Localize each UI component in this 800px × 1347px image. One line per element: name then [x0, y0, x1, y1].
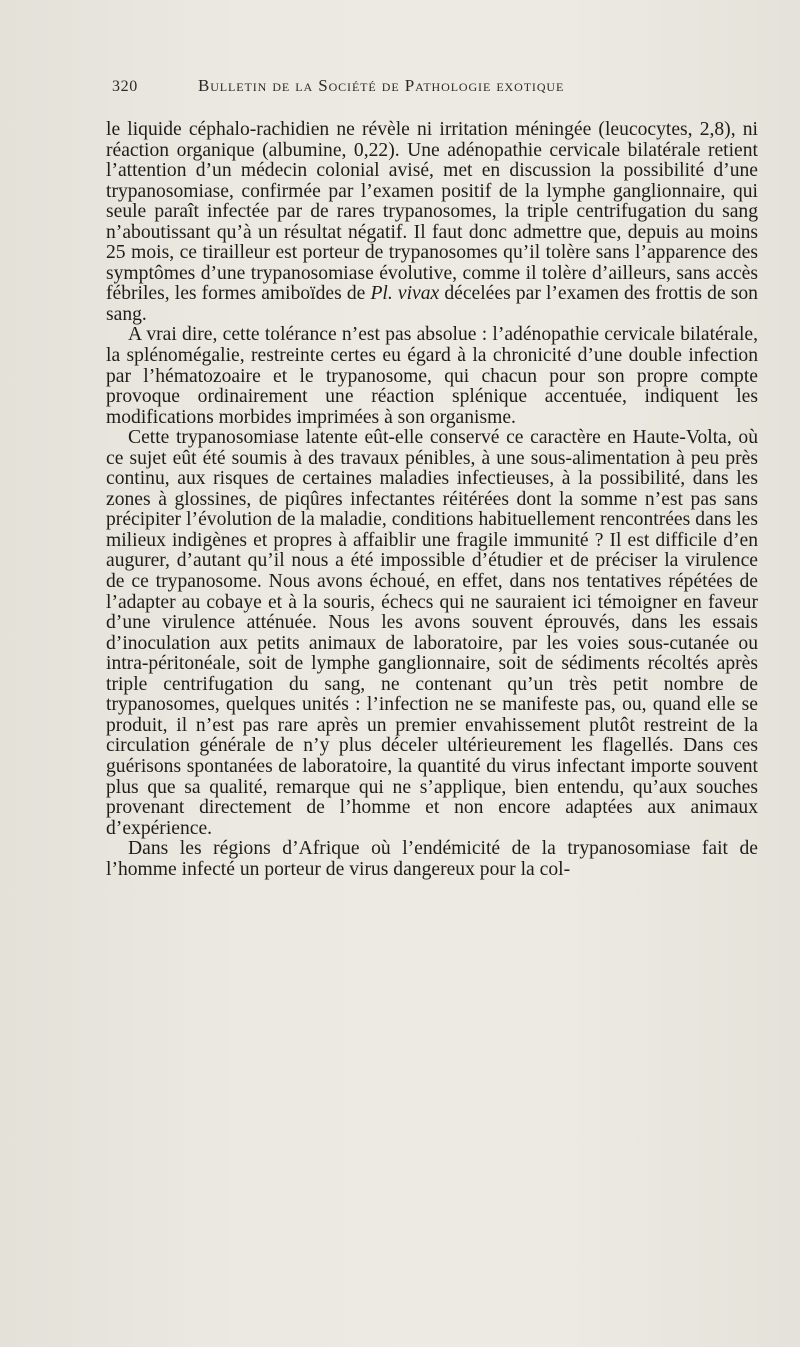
- body-text: [106, 120, 758, 880]
- paragraph-4: Dans les régions d’Afrique où l’endémicité de la trypanosomiase fait de l’homme infecté un porteur de virus dangereux pour la col-: [106, 838, 758, 880]
- running-head: Bulletin de la Société de Pathologie exotique: [198, 76, 565, 95]
- paragraph-1-text: le liquide céphalo-rachidien ne révèle ni irritation méningée (leucocytes, 2,8), ni réaction organique (albumine, 0,22). Une adénopathie cervicale bilatérale retient l’attention d’un médecin colonial avisé, met en discussion la possibilité d’une trypanosomiase, confirmée par l’examen positif de la lymphe ganglionnaire, qui seule paraît infectée par de rares trypanosomes, la triple centrifugation du sang n’aboutissant qu’à un résultat négatif. Il faut donc admettre que, depuis au moins 25 mois, ce tirailleur est porteur de trypanosomes qu’il tolère sans l’apparence des symptômes d’une trypanosomiase évolutive, comme il tolère d’ailleurs, sans accès fébriles, les formes amiboïdes de: [106, 119, 758, 305]
- page-header: [112, 76, 702, 96]
- page-number: 320: [112, 78, 138, 95]
- paragraph-1: [106, 120, 758, 325]
- paragraph-2: A vrai dire, cette tolérance n’est pas absolue : l’adénopathie cervicale bilatérale, la splénomégalie, restreinte certes eu égard à la chronicité d’une double infection par l’hématozoaire et le trypanosome, qui chacun pour son propre compte provoque ordinairement une réaction splénique accentuée, indiquent les modifications morbides imprimées à son organisme.: [106, 324, 758, 428]
- species-name: Pl. vivax: [370, 283, 440, 305]
- paragraph-3: Cette trypanosomiase latente eût-elle conservé ce caractère en Haute-Volta, où ce sujet eût été soumis à des travaux pénibles, à une sous-alimentation à peu près continu, aux risques de certaines maladies infectieuses, à la possibilité, dans les zones à glossines, de piqûres infectantes réitérées dont la somme n’est pas sans précipiter l’évolution de la maladie, conditions habituellement rencontrées dans les milieux indigènes et propres à affaiblir une fragile immunité ? Il est difficile d’en augurer, d’autant qu’il nous a été impossible d’étudier et de préciser la virulence de ce trypanosome. Nous avons échoué, en effet, dans nos tentatives répétées de l’adapter au cobaye et à la souris, échecs qui ne sauraient ici témoigner en faveur d’une virulence atténuée. Nous les avons souvent éprouvés, dans les essais d’inoculation aux petits animaux de laboratoire, par les voies sous-cutanée ou intra-péritonéale, soit de lymphe ganglionnaire, soit de sédiments récoltés après triple centrifugation du sang, ne contenant qu’un très petit nombre de trypanosomes, quelques unités : l’infection ne se manifeste pas, ou, quand elle se produit, il n’est pas rare après un premier envahissement plutôt restreint de la circulation générale de n’y plus déceler ultérieurement les flagellés. Dans ces guérisons spontanées de laboratoire, la quantité du virus infectant importe souvent plus que sa qualité, remarque qui ne s’applique, bien entendu, qu’aux souches provenant directement de l’homme et non encore adaptées aux animaux d’expérience.: [106, 427, 758, 839]
- paragraph-1-end: décelées par l’examen des frottis de son sang.: [106, 283, 758, 325]
